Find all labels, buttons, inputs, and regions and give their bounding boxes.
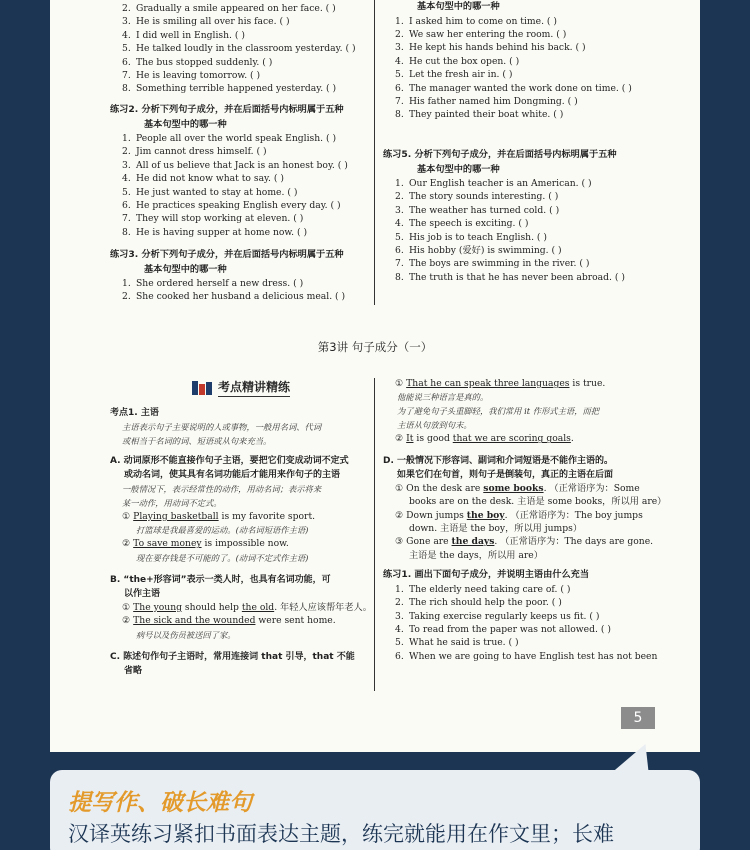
exercise-item: 4. I did well in English. ( )	[122, 29, 245, 41]
exercise-3	[110, 248, 370, 304]
exercise-2-title: 练习2. 分析下列句子成分，并在后面括号内标明属于五种 基本句型中的哪一种	[110, 104, 344, 130]
exercise-item: 8. They painted their boat white. ( )	[395, 109, 564, 121]
books-icon	[192, 381, 212, 395]
exercise-item: 3. He is smiling all over his face. ( )	[122, 16, 290, 28]
exercise-2	[110, 103, 370, 239]
exercise-item: 7. His father named him Dongming. ( )	[395, 95, 578, 107]
exercise-5-list	[383, 177, 683, 284]
exercise-item: 5. Let the fresh air in. ( )	[395, 69, 513, 81]
example-b1: ① The young should help the old. 年轻人应该帮年老人。	[122, 601, 372, 613]
exercise-item: 6. The bus stopped suddenly. ( )	[122, 56, 273, 68]
example-d2: ② Down jumps the boy. （正常语序为：The boy jumps	[395, 509, 643, 521]
exercise-3-title: 练习3. 分析下列句子成分，并在后面括号内标明属于五种 基本句型中的哪一种	[110, 249, 344, 275]
column-divider-top	[374, 0, 375, 305]
exercise-item: 7. He is leaving tomorrow. ( )	[122, 70, 261, 82]
lesson-title: 第3讲 句子成分（一）	[317, 340, 433, 354]
exercise-3-list	[110, 277, 370, 304]
exercise-item: 7. They will stop working at eleven. ( )	[122, 213, 304, 225]
exercise-item: 1. She ordered herself a new dress. ( )	[122, 278, 304, 289]
exercise-item: 2. Jim cannot dress himself. ( )	[122, 146, 267, 158]
example-b2: ② The sick and the wounded were sent home.	[122, 615, 336, 627]
key-point-1: 考点1. 主语 主语表示句子主要说明的人或事物，一般用名词、代词 或相当于名词的词、短语或从句来充当。 A. 动词原形不能直接作句子主语，要把它们变成动词不定式 或动名词，使其具有名词功能后才能用来作句子的主语 一般情况下，表示经常性的动作，用动名词；表示将来 某一动作，用动词不定式。 ① Playing basketball is my favorite sport. 打篮球是我最喜爱的运动。(动名词短语作主语) ② To save money is impossible now. 现在要存钱是不可能的了。(动词不定式作主语) B. “the+形容词”表示一类人时，也具有名词功能，可 以作主语 ① The young should help the old. 年轻人应该帮年老人。 ② The sick and the wounded were sent home. 病号以及伤员被送回了家。 C. 陈述句作句子主语时，常用连接词 that 引导，that 不能 省略	[110, 408, 372, 676]
exercise-item: 4. To read from the paper was not allowed. ( )	[395, 623, 611, 635]
exercise-item: 5. What he said is true. ( )	[395, 637, 519, 649]
exercise-4-list	[383, 15, 683, 122]
exercise-5	[383, 148, 683, 284]
exercise-item: 6. When we are going to have English test has not been	[395, 650, 658, 662]
exercise-1-list	[110, 2, 370, 96]
exercise-item: 5. He talked loudly in the classroom yesterday. ( )	[122, 43, 356, 55]
exercise-item: 6. The manager wanted the work done on time. ( )	[395, 82, 632, 94]
exercise-item: 7. The boys are swimming in the river. ( )	[395, 258, 590, 270]
exercise-item: 1. The elderly need taking care of. ( )	[395, 583, 571, 595]
exercise-4	[383, 0, 683, 122]
exercise-item: 3. Taking exercise regularly keeps us fit. ( )	[395, 610, 600, 622]
exercise-item: 3. He kept his hands behind his back. ( )	[395, 42, 586, 54]
exercise-item: 4. He cut the box open. ( )	[395, 55, 520, 67]
exercise-item: 3. All of us believe that Jack is an honest boy. ( )	[122, 159, 348, 171]
banner-description: 汉译英练习紧扣书面表达主题，练完就能用在作文里；长难	[68, 822, 614, 846]
exercise-item: 2. Gradually a smile appeared on her face. ( )	[122, 3, 336, 14]
exercise-4-title: 基本句型中的哪一种	[417, 1, 500, 12]
exercise-1-continued	[110, 2, 370, 96]
exercise-item: 8. The truth is that he has never been abroad. ( )	[395, 271, 625, 283]
key-point-1-right: ① That he can speak three languages is true. 他能说三种语言是真的。 为了避免句子头重脚轻，我们常用 it 作形式主语，而把 主语从句放到句末。 ② It is good that we are scoring goals. D. 一般情况下形容词、副词和介词短语是不能作主语的。 如果它们在句首，则句子是倒装句，真正的主语在后面 ① On the desk are some books. （正常语序为：Some books are on the desk. 主语是 some books，所以用 are） ② Down jumps the boy. （正常语序为：The boy jumps down. 主语是 the boy，所以用 jumps） ③ Gone are the days. （正常语序为：The days are gone. 主语是 the days，所以用 are） 练习1. 画出下面句子成分，并说明主语由什么充当 1. The elderly need taking care of. ( ) 2. The rich should help the poor. ( ) 3. Taking exercise regularly keeps us fit. ( ) 4. To read from the paper was not allowed. ( ) 5. What he said is true. ( ) 6. When we are going to have English test has not been	[383, 377, 683, 663]
example-d3: ③ Gone are the days. （正常语序为：The days are gone.	[395, 536, 654, 548]
example-a2: ② To save money is impossible now.	[122, 538, 289, 550]
exercise-item: 4. The speech is exciting. ( )	[395, 218, 529, 230]
exercise-5-title: 练习5. 分析下列句子成分，并在后面括号内标明属于五种 基本句型中的哪一种	[383, 149, 617, 175]
workbook-page	[50, 0, 700, 752]
exercise-item: 2. The rich should help the poor. ( )	[395, 597, 562, 609]
exercise-item: 8. Something terrible happened yesterday. ( )	[122, 83, 337, 95]
exercise-item: 5. His job is to teach English. ( )	[395, 231, 548, 243]
banner-slogan: 提写作、破长难句	[68, 790, 252, 816]
exercise-item: 2. We saw her entering the room. ( )	[395, 28, 567, 40]
exercise-item: 6. His hobby (爱好) is swimming. ( )	[395, 245, 562, 257]
example-a1: ① Playing basketball is my favorite sport.	[122, 511, 316, 522]
exercise-item: 4. He did not know what to say. ( )	[122, 173, 284, 185]
exercise-2-list	[110, 132, 370, 239]
exercise-item: 5. He just wanted to stay at home. ( )	[122, 186, 298, 198]
exercise-item: 3. The weather has turned cold. ( )	[395, 204, 560, 216]
example-intro-2: ② It is good that we are scoring goals.	[395, 433, 574, 445]
key-points-header: 考点精讲精练	[192, 378, 290, 397]
exercise-item: 1. Our English teacher is an American. ( )	[395, 178, 592, 189]
example-d1: ① On the desk are some books. （正常语序为：Some	[395, 482, 640, 494]
page-number: 5	[621, 707, 655, 729]
exercise-item: 1. People all over the world speak English. ( )	[122, 133, 337, 144]
exercise-r1-list	[383, 583, 683, 663]
exercise-item: 2. The story sounds interesting. ( )	[395, 191, 559, 203]
exercise-item: 8. He is having supper at home now. ( )	[122, 226, 308, 238]
exercise-item: 2. She cooked her husband a delicious meal. ( )	[122, 291, 346, 303]
exercise-r1-title: 练习1. 画出下面句子成分，并说明主语由什么充当	[383, 569, 590, 581]
exercise-item: 6. He practices speaking English every day. ( )	[122, 200, 341, 212]
example-intro-1: ① That he can speak three languages is true.	[395, 378, 606, 389]
exercise-item: 1. I asked him to come on time. ( )	[395, 15, 558, 27]
column-divider-bottom	[374, 378, 375, 691]
